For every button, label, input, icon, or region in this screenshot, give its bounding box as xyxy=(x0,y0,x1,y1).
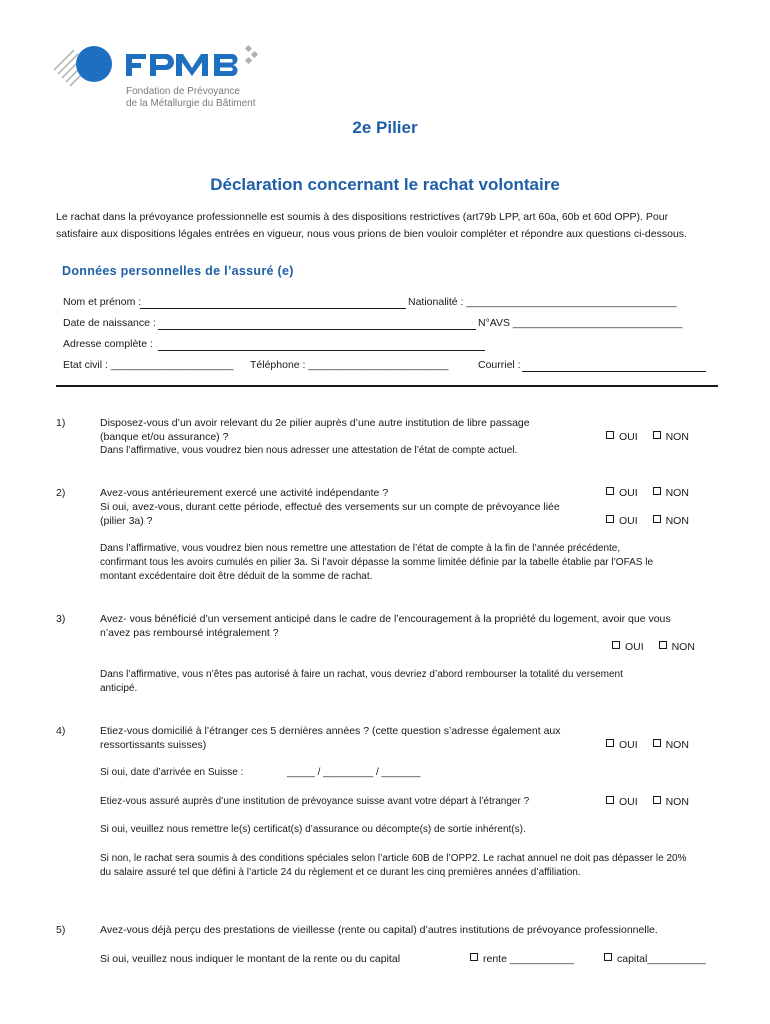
name-label: Nom et prénom : xyxy=(63,296,142,308)
q3-note-2: anticipé. xyxy=(100,683,138,694)
no-label: NON xyxy=(665,796,689,808)
q5-line-1: Avez-vous déjà perçu des prestations de vieillesse (rente ou capital) d’autres institutions de prévoyance professionnelle. xyxy=(100,924,658,936)
q1-no-checkbox[interactable] xyxy=(653,430,689,444)
yes-label: OUI xyxy=(619,431,638,443)
phone-field[interactable]: Téléphone : ________________________ xyxy=(250,359,449,371)
q2-options-b xyxy=(606,514,689,528)
address-label: Adresse complète : xyxy=(63,338,153,350)
q4-note-1: Si oui, veuillez nous remettre le(s) certificat(s) d’assurance ou décompte(s) de sortie inhérent(s). xyxy=(100,824,526,835)
no-label: NON xyxy=(665,431,689,443)
q2-line-1: Avez-vous antérieurement exercé une activité indépendante ? xyxy=(100,487,389,499)
q2-options-a xyxy=(606,486,689,500)
birth-field[interactable] xyxy=(158,329,476,330)
email-field[interactable] xyxy=(522,371,706,372)
q4a-yes-checkbox[interactable] xyxy=(606,738,638,752)
q4b-yes-checkbox[interactable] xyxy=(606,795,638,809)
q3-yes-checkbox[interactable] xyxy=(612,640,644,654)
civil-status-field[interactable]: Etat civil : _____________________ xyxy=(63,359,234,371)
q3-no-checkbox[interactable] xyxy=(659,640,695,654)
logo xyxy=(52,40,262,112)
q1-line-2: (banque et/ou assurance) ? xyxy=(100,431,229,443)
q2-note-1: Dans l’affirmative, vous voudrez bien nous remettre une attestation de l’état de compte à la fin de l’année précédente, xyxy=(100,543,621,554)
q5-number: 5) xyxy=(56,924,66,936)
intro-line-1: Le rachat dans la prévoyance professionnelle est soumis à des dispositions restrictives (art79b LPP, art 60a, 60b et 60d OPP). Pour xyxy=(56,211,669,223)
title-declaration: Déclaration concernant le rachat volontaire xyxy=(210,175,560,194)
q1-line-1: Disposez-vous d’un avoir relevant du 2e pilier auprès d’une autre institution de libre passage xyxy=(100,417,530,429)
rente-label: rente ___________ xyxy=(483,953,575,965)
checkbox-icon xyxy=(653,431,661,439)
no-label: NON xyxy=(671,641,695,653)
q2-note-3: montant excédentaire doit être déduit de la somme de rachat. xyxy=(100,571,373,582)
no-label: NON xyxy=(665,515,689,527)
email-label: Courriel : xyxy=(478,359,521,371)
logo-subtitle-2: de la Métallurgie du Bâtiment xyxy=(126,98,256,109)
q3-number: 3) xyxy=(56,613,66,625)
q4-line-3: Etiez-vous assuré auprès d’une institution de prévoyance suisse avant votre départ à l’étranger ? xyxy=(100,796,530,807)
yes-label: OUI xyxy=(619,796,638,808)
birth-label: Date de naissance : xyxy=(63,317,156,329)
checkbox-icon xyxy=(659,641,667,649)
q4-options-b xyxy=(606,795,689,809)
q1-number: 1) xyxy=(56,417,66,429)
address-field[interactable] xyxy=(158,350,485,351)
checkbox-icon xyxy=(653,515,661,523)
q2-number: 2) xyxy=(56,487,66,499)
logo-subtitle-1: Fondation de Prévoyance xyxy=(126,86,240,97)
fpmb-logo-icon xyxy=(52,40,262,90)
yes-label: OUI xyxy=(619,487,638,499)
checkbox-icon xyxy=(653,796,661,804)
q2-line-2: Si oui, avez-vous, durant cette période, effectué des versements sur un compte de prévoyance liée xyxy=(100,501,560,513)
q2b-yes-checkbox[interactable] xyxy=(606,514,638,528)
q5-rente-checkbox[interactable] xyxy=(470,952,574,966)
checkbox-icon xyxy=(653,739,661,747)
checkbox-icon xyxy=(653,487,661,495)
q3-note-1: Dans l’affirmative, vous n’êtes pas autorisé à faire un rachat, vous devriez d’abord rembourser la totalité du versement xyxy=(100,669,623,680)
q1-note: Dans l’affirmative, vous voudrez bien nous adresser une attestation de l’état de compte actuel. xyxy=(100,445,518,456)
q2b-no-checkbox[interactable] xyxy=(653,514,689,528)
q5-capital-checkbox[interactable] xyxy=(604,952,706,966)
q4b-no-checkbox[interactable] xyxy=(653,795,689,809)
q3-line-1: Avez- vous bénéficié d’un versement anticipé dans le cadre de l’encouragement à la propriété du logement, avoir que vous xyxy=(100,613,671,625)
q4-date-label: Si oui, date d’arrivée en Suisse : xyxy=(100,767,244,778)
yes-label: OUI xyxy=(619,739,638,751)
checkbox-icon xyxy=(604,953,612,961)
q2a-no-checkbox[interactable] xyxy=(653,486,689,500)
yes-label: OUI xyxy=(619,515,638,527)
q4-note-2: Si non, le rachat sera soumis à des conditions spéciales selon l’article 60B de l’OPP2. Le rachat annuel ne doit pas dépasser le 20% xyxy=(100,853,687,864)
no-label: NON xyxy=(665,739,689,751)
q2a-yes-checkbox[interactable] xyxy=(606,486,638,500)
section-divider xyxy=(56,385,718,387)
nationality-field[interactable]: Nationalité : ____________________________________ xyxy=(408,296,677,308)
name-field[interactable] xyxy=(140,308,406,309)
q1-options xyxy=(606,430,689,444)
q2-line-3: (pilier 3a) ? xyxy=(100,515,153,527)
capital-label: capital__________ xyxy=(617,953,706,965)
checkbox-icon xyxy=(606,515,614,523)
yes-label: OUI xyxy=(625,641,644,653)
checkbox-icon xyxy=(606,796,614,804)
q3-options xyxy=(612,640,695,654)
checkbox-icon xyxy=(470,953,478,961)
section-title: Données personnelles de l’assuré (e) xyxy=(62,264,294,278)
q4-number: 4) xyxy=(56,725,66,737)
checkbox-icon xyxy=(606,431,614,439)
avs-field[interactable]: N°AVS _____________________________ xyxy=(478,317,683,329)
q4-note-3: du salaire assuré tel que défini à l’article 24 du règlement et ce durant les cinq premières années d’affiliation. xyxy=(100,867,581,878)
title-pilier: 2e Pilier xyxy=(352,118,418,137)
q1-yes-checkbox[interactable] xyxy=(606,430,638,444)
checkbox-icon xyxy=(606,487,614,495)
q4a-no-checkbox[interactable] xyxy=(653,738,689,752)
q4-options-a xyxy=(606,738,689,752)
q3-line-2: n’avez pas remboursé intégralement ? xyxy=(100,627,279,639)
q2-note-2: confirmant tous les avoirs cumulés en pilier 3a. Si l’avoir dépasse la somme limitée définie par la tabelle établie par l’OFAS le xyxy=(100,557,654,568)
checkbox-icon xyxy=(612,641,620,649)
q4-date-field[interactable]: _____ / _________ / _______ xyxy=(287,767,421,778)
q4-line-2: ressortissants suisses) xyxy=(100,739,207,751)
intro-line-2: satisfaire aux dispositions légales entrées en vigueur, nous vous prions de bien vouloir compléter et répondre aux questions ci-dessous. xyxy=(56,228,687,240)
q5-line-2: Si oui, veuillez nous indiquer le montant de la rente ou du capital xyxy=(100,953,401,965)
q4-line-1: Etiez-vous domicilié à l’étranger ces 5 dernières années ? (cette question s’adresse également aux xyxy=(100,725,561,737)
no-label: NON xyxy=(665,487,689,499)
checkbox-icon xyxy=(606,739,614,747)
